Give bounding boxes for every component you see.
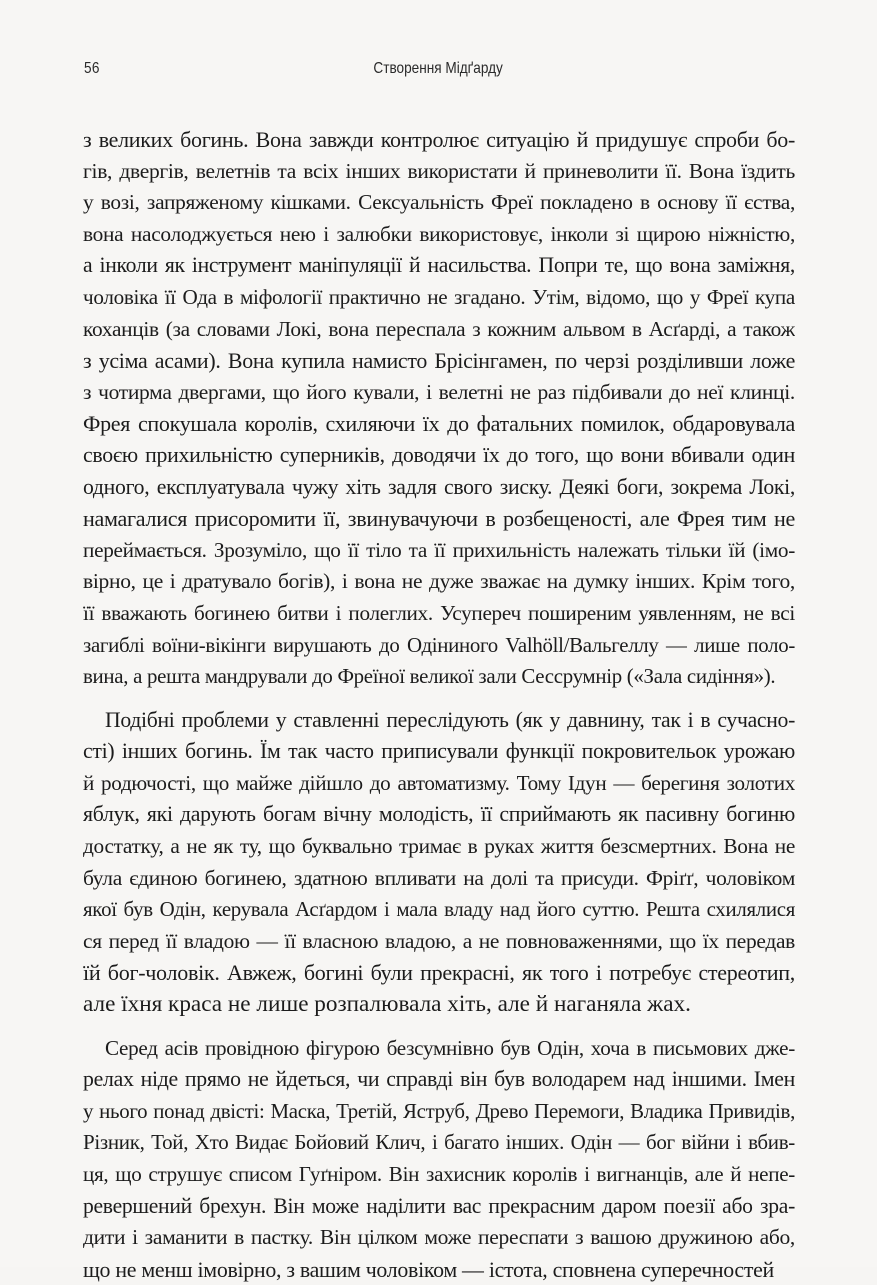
running-head [0, 60, 877, 78]
text-line: Серед асів провідною фігурою безсумнівно був Одін, хоча в письмових дже- [105, 1035, 795, 1060]
text-line: чоловіка її Ода в міфології практично не згадано. Утім, відомо, що у Фреї купа [83, 284, 795, 309]
text-line: одного, експлуатувала чужу хіть задля свого зиску. Деякі боги, зокрема Локі, [83, 474, 795, 499]
text-line: переймається. Зрозуміло, що її тіло та її прихильність належать тільки їй (імо- [83, 537, 795, 562]
paragraph [83, 705, 795, 1021]
text-line: якої був Одін, керувала Асґардом і мала владу над його суттю. Решта схилялися [83, 897, 795, 922]
text-line: їй бог-чоловік. Авжеж, богині були прекрасні, як того і потребує стереотип, [83, 960, 795, 986]
text-line: вона насолоджується нею і залюбки використовує, інколи зі щирою ніжністю, [83, 221, 795, 246]
text-line: що не менш імовірно, з вашим чоловіком — істота, сповнена суперечностей [83, 1256, 774, 1282]
text-line: сті) інших богинь. Їм так часто приписували функції покровительок урожаю [83, 739, 795, 764]
paragraph [83, 1033, 795, 1285]
text-line: у нього понад двісті: Маска, Третій, Яструб, Древо Перемоги, Владика Привидів, [83, 1098, 795, 1123]
text-line: й родючості, що майже дійшло до автоматизму. Тому Ідун — берегиня золотих [83, 770, 795, 795]
text-line: але їхня краса не лише розпалювала хіть, але й наганяла жах. [83, 991, 691, 1018]
text-line: релах ніде прямо не йдеться, чи справді він був володарем над іншими. Імен [83, 1067, 795, 1092]
text-line: з великих богинь. Вона завжди контролює ситуацію й придушує спроби бо- [83, 127, 795, 152]
text-line: Різник, Той, Хто Видає Бойовий Клич, і багато інших. Одін — бог війни і вбив- [83, 1130, 795, 1155]
text-line: у возі, запряженому кішками. Сексуальність Фреї покладено в основу її єства, [83, 190, 795, 215]
text-line: намагалися присоромити її, звинувачуючи в розбещеності, але Фрея тим не [83, 506, 795, 532]
text-line: була єдиною богинею, здатною впливати на долі та присуди. Фріґґ, чоловіком [83, 865, 795, 890]
text-line: Подібні проблеми у ставленні переслідують (як у давнину, так і в сучасно- [105, 707, 795, 732]
text-line: вина, а решта мандрували до Фреїної великої зали Сессрумнір («Зала сидіння»). [83, 664, 776, 689]
text-line: ревершений брехун. Він може наділити вас прекрасним даром поезії або зра- [83, 1193, 795, 1218]
text-line: вірно, це і дратувало богів), і вона не дуже зважає на думку інших. Крім того, [83, 569, 795, 594]
running-head-title: Створення Мідґарду [373, 60, 504, 77]
text-line: гів, двергів, велетнів та всіх інших використати й приневолити її. Вона їздить [83, 158, 795, 183]
text-line: своєю прихильністю суперників, доводячи їх до того, що вони вбивали один [83, 442, 795, 467]
page-number: 56 [84, 60, 100, 77]
text-line: ця, що струшує списом Гуґніром. Він захисник королів і вигнанців, але й непе- [83, 1162, 795, 1186]
text-line: з чотирма двергами, що його кували, і велетні не раз підбивали до неї клинці. [83, 379, 795, 404]
text-line: Фрея спокушала королів, схиляючи їх до фатальних помилок, обдаровувала [83, 411, 795, 437]
text-line: її вважають богинею битви і полеглих. Усупереч поширеним уявленням, не всі [83, 600, 795, 625]
text-line: загиблі воїни-вікінги вирушають до Одіниного Valhöll/Вальгеллу — лише поло- [83, 632, 795, 657]
text-line: коханців (за словами Локі, вона переспала з кожним альвом в Асґарді, а також [83, 316, 795, 341]
body-text [83, 124, 795, 1285]
text-line: дити і заманити в пастку. Він цілком може переспати з вашою дружиною або, [83, 1225, 795, 1250]
text-line: а інколи як інструмент маніпуляції й насильства. Попри те, що вона заміжня, [83, 253, 795, 278]
paragraph [83, 124, 795, 693]
text-line: ся перед її владою — її власною владою, а не повноваженнями, що їх передав [83, 928, 795, 953]
text-line: яблук, які дарують богам вічну молодість, її сприймають як пасивну богиню [83, 802, 795, 827]
text-line: достатку, а не як ту, що буквально тримає в руках життя безсмертних. Вона не [83, 834, 795, 859]
text-line: з усіма асами). Вона купила намисто Брісінгамен, по черзі розділивши ложе [83, 348, 795, 374]
